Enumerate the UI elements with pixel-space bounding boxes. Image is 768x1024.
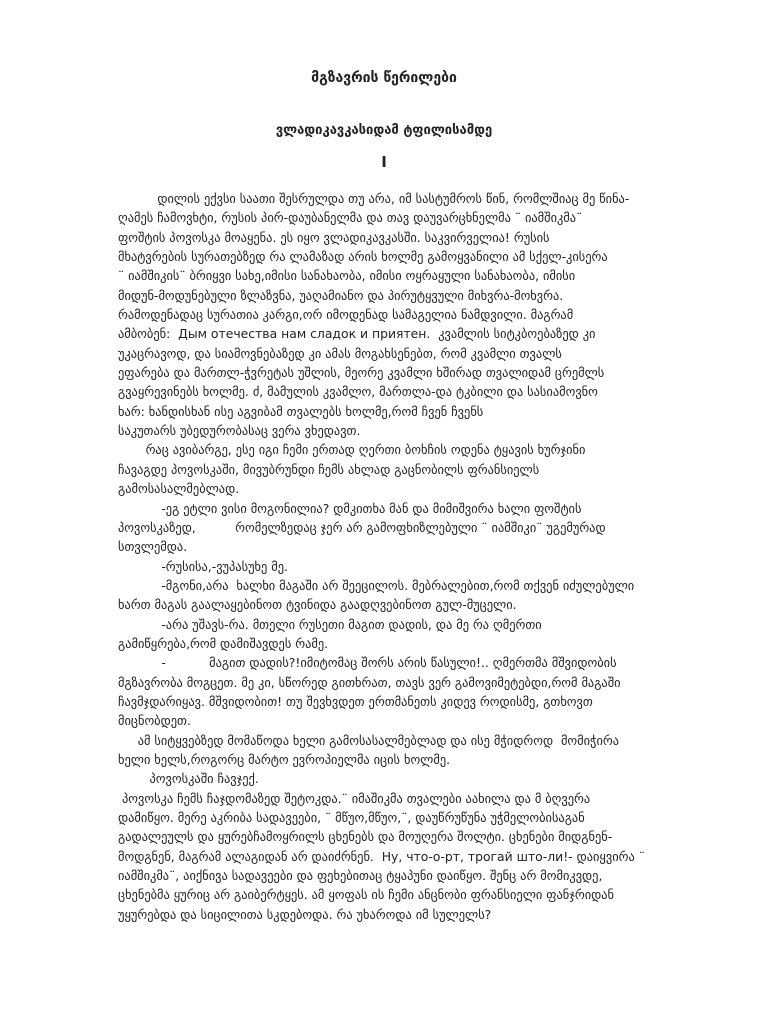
body-line: ამბობენ: Дым отечества нам сладок и приятен. კვამლის სიტკბოებაზედ კი <box>118 326 596 342</box>
body-line: -რუსისა,-ვუპასუხე მე. <box>118 558 288 574</box>
body-line: ხარ: ხანდისხან ისე აგვიბამ თვალებს ხოლმე,რომ ჩვენ ჩვენს <box>118 403 484 419</box>
body-line: სთვლემდა. <box>118 539 188 555</box>
body-line: ხელი ხელს,როგორც მარტო ევროპიელმა იცის ხოლმე. <box>118 751 451 767</box>
body-line: -არა უშავს-რა. მთელი რუსეთი მაგით დადის, და მე რა ღმერთი <box>118 616 542 632</box>
document-subtitle: ვლადიკავკასიდამ ტფილისამდე <box>275 123 493 138</box>
body-line: დამიწყო. მერე აკრიბა სადავეები, ¨ მწუო,მწუო,¨, დაუწრუწუნა უჭმელობისაგან <box>118 810 585 825</box>
body-line: რამოდენადაც სურათია კარგი,ორ იმოდენად სამაგელია ნამდვილი. მაგრამ <box>118 307 574 323</box>
body-line: პოვოსკა ჩემს ჩაჯდომაზედ შეტოკდა.¨ იმაშიკმა თვალები აახილა და მ ბღვერა <box>118 790 591 806</box>
body-line: მიდუნ-მოდუნებული ზლაზვნა, უაღამიანო და პირუტყვული მიხვრა-მოხვრა. <box>118 287 564 303</box>
body-line: გვაყრევინებს ხოლმე. ძ, მამულის კვამლო, მართლა-და ტკბილი და სასიამოვნო <box>118 384 598 400</box>
body-line: ხართ მაგას გაალაყებინოთ ტვინიდა გაადღვებინოთ გულ-მუცელი. <box>118 597 517 613</box>
body-line: გამოსასალმებლად. <box>118 481 240 497</box>
chapter-number: I <box>381 153 387 171</box>
body-line: ფოშტის პოვოსკა მოაყენა. ეს იყო ვლადიკავკასში. საკვირველია! რუსის <box>118 229 550 245</box>
body-line: დილის ექვსი საათი შესრულდა თუ არა, იმ სასტუმროს წინ, რომლშიაც მე წინა- <box>118 191 630 206</box>
body-line: მგზავრობა მოგცეთ. მე კი, სწორედ გითხრათ, თავს ვერ გამოვიმეტებდი,რომ მაგაში <box>118 674 621 690</box>
body-line: იამშიკმა¨, აიქნივა სადავეები და ფეხებითაც ტყაპუნი დაიწყო. შენც არ მომიკვდე, <box>118 868 603 884</box>
body-line: ღამეს ჩამოვხტი, რუსის პირ-დაუბანელმა და თავ დაუვარცხნელმა ¨ იამშიკმა¨ <box>118 210 583 226</box>
body-text <box>118 189 678 924</box>
body-line: მიცნობდეთ. <box>118 713 191 729</box>
body-line: -ეგ ეტლი ვისი მოგონილია? დმკითხა მან და მიმიშვირა ხალი ფოშტის <box>118 500 582 516</box>
body-line: პოვოსკაზედ, რომელზედაც ჯერ არ გამოფხიზლებული ¨ იამშიკი¨ უგემურად <box>118 519 606 535</box>
body-line: ეფარება და მართლ-ჭვრეტას უშლის, მეორე კვამლი ხშირად თვალიდამ ცრემლს <box>118 365 605 381</box>
body-line: -მგონი,არა ხალხი მაგაში არ შეეცილოს. მებრალებით,რომ თქვენ იძულებული <box>118 577 635 593</box>
body-line: საკუთარს უბედურობასაც ვერა ვხედავთ. <box>118 423 361 439</box>
body-line: ¨ იამშიკის¨ ბრიყვი სახე,იმისი სანახაობა, იმისი ოყრაყული სანახაობა, იმისი <box>118 268 576 284</box>
body-line: მხატვრების სურათებზედ რა ლამაზად არის ხოლმე გამოყვანილი ამ სქელ-კისერა <box>118 249 608 265</box>
body-line: გამიწყრება,რომ დამიშავდეს რამე. <box>118 635 329 651</box>
body-line: ჩავაგდე პოვოსკაში, მივუბრუნდი ჩემს ახლად გაცნობილს ფრანსიელს <box>118 461 540 477</box>
body-line: ამ სიტყვებზედ მომაწოდა ხელი გამოსასალმებლად და ისე მჭიდროდ მომიჭირა <box>118 732 620 748</box>
body-line: პოვოსკაში ჩავჯექ. <box>118 771 259 787</box>
body-line: უყურებდა და სიცილითა სკდებოდა. რა უხაროდა იმ სულელს? <box>118 906 492 922</box>
body-line: ჩავმჯდარიყავ. მშვიდობით! თუ შევხვდეთ ერთმანეთს კიდევ როდისმე, გთხოვთ <box>118 693 593 709</box>
document-title: მგზავრის წერილები <box>311 70 457 86</box>
body-line: - მაგით დადის?!იმიტომაც შორს არის წასული!.. ღმერთმა მშვიდობის <box>118 655 617 671</box>
body-line: გადალეულს და ყურებჩამოყრილს ცხენებს და მოუღერა შოლტი. ცხენები მიდგნენ- <box>118 829 613 845</box>
body-line: მოდგნენ, მაგრამ ალაგიდან არ დაიძრნენ. Ну, что-о-рт, трогай што-ли!- დაიყვირა ¨ <box>118 848 645 864</box>
body-line: ცხენებმა ყურიც არ გაიბერტყეს. ამ ყოფას ის ჩემი ანცნობი ფრანსიელი ფანჯრიდან <box>118 887 615 903</box>
body-line: უკაცრავოდ, და სიამოვნებაზედ კი ამას მოგახსენებთ, რომ კვამლი თვალს <box>118 345 562 361</box>
body-line: რაც ავიბარგე, ესე იგი ჩემი ერთად ღერთი ბოხჩის ოდენა ტყავის ხურჯინი <box>118 442 586 458</box>
